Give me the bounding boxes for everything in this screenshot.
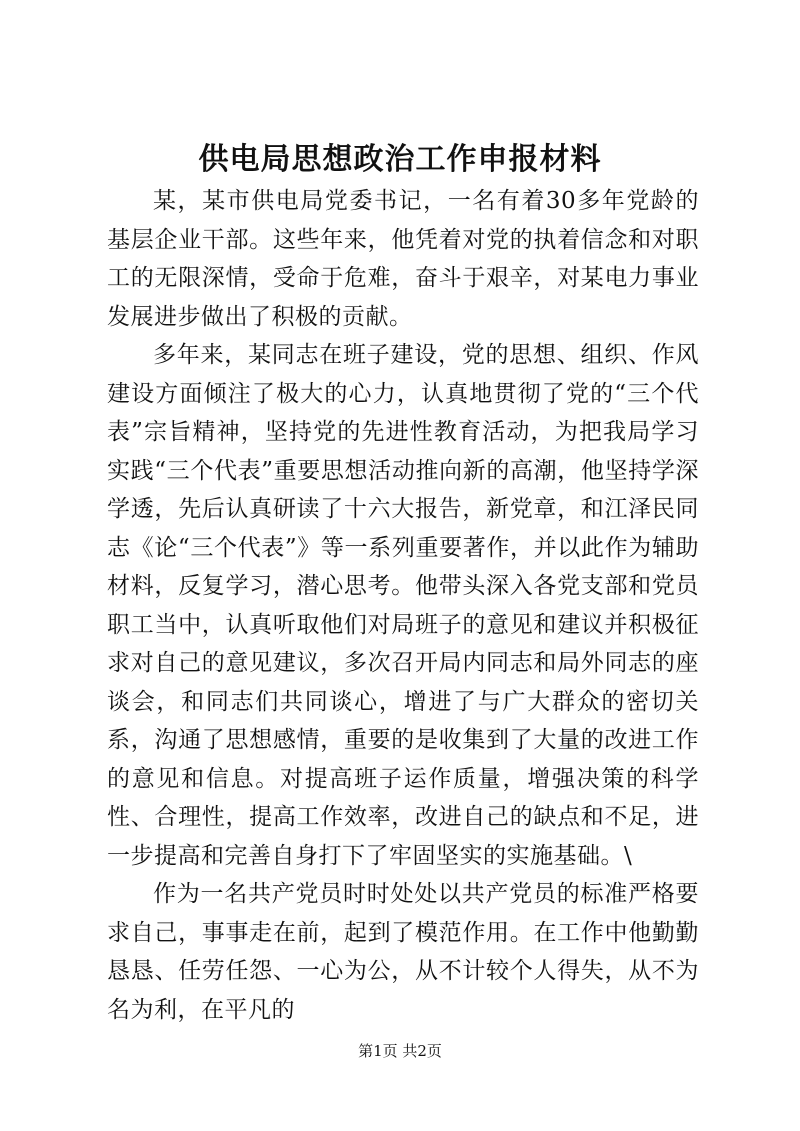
paragraph-1: 某，某市供电局党委书记，一名有着30多年党龄的基层企业干部。这些年来，他凭着对党的执着信念和对职工的无限深情，受命于危难，奋斗于艰辛，对某电力事业发展进步做出了积极的贡献。 <box>107 188 699 330</box>
paragraph-2: 多年来，某同志在班子建设，党的思想、组织、作风建设方面倾注了极大的心力，认真地贯彻了党的“三个代表”宗旨精神，坚持党的先进性教育活动，为把我局学习实践“三个代表”重要思想活动推向新的高潮，他坚持学深学透，先后认真研读了十六大报告，新党章，和江泽民同志《论“三个代表”》等一系列重要著作，并以此作为辅助材料，反复学习，潜心思考。他带头深入各党支部和党员职工当中，认真听取他们对局班子的意见和建议并积极征求对自己的意见建议，多次召开局内同志和局外同志的座谈会，和同志们共同谈心，增进了与广大群众的密切关系，沟通了思想感情，重要的是收集到了大量的改进工作的意见和信息。对提高班子运作质量，增强决策的科学性、合理性，提高工作效率，改进自己的缺点和不足，进一步提高和完善自身打下了牢固坚实的实施基础。\ <box>107 342 699 869</box>
paragraph-3: 作为一名共产党员时时处处以共产党员的标准严格要求自己，事事走在前，起到了模范作用。在工作中他勤勤恳恳、任劳任怨、一心为公，从不计较个人得失，从不为名为利，在平凡的 <box>107 881 699 1023</box>
document-body <box>107 182 699 1029</box>
page-number-footer: 第1页 共2页 <box>358 1042 442 1060</box>
document-title: 供电局思想政治工作申报材料 <box>198 142 602 177</box>
